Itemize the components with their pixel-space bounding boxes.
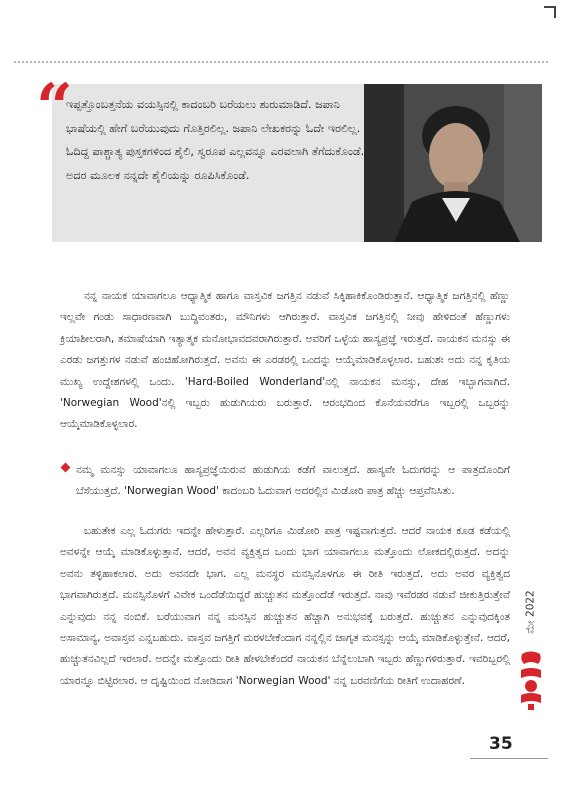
page-number-rule	[470, 758, 548, 759]
crop-corner-mark	[544, 6, 556, 18]
body-paragraph-3: ಬಹುತೇಕ ಎಲ್ಲ ಓದುಗರು ಇದನ್ನೇ ಹೇಳುತ್ತಾರೆ. ಎಲ್ಲರಿಗೂ ಮಿಡೋರಿ ಪಾತ್ರ ಇಷ್ಟವಾಗುತ್ತದೆ. ಆದರೆ ನಾಯಕ ಕೂಡ ಕಡೆಯಲ್ಲಿ ಅವಳನ್ನೇ ಆಯ್ಕೆ ಮಾಡಿಕೊಳ್ಳುತ್ತಾನೆ. ಆದರೆ, ಅವನ ವ್ಯಕ್ತಿತ್ವದ ಒಂದು ಭಾಗ ಯಾವಾಗಲೂ ಮತ್ತೊಂದು ಲೋಕದಲ್ಲಿರುತ್ತದೆ. ಅದನ್ನು ಅವನು ತಳ್ಳಿಹಾಕಲಾರ. ಅದು ಅವನದೇ ಭಾಗ. ಎಲ್ಲ ಮನಸ್ಥರ ಮನಸ್ಸಿನೊಳಗೂ ಈ ರೀತಿ ಇರುತ್ತದೆ. ಅದು ಅವರ ವ್ಯಕ್ತಿತ್ವದ ಭಾಗವಾಗಿರುತ್ತದೆ. ಮನಸ್ಸಿನೊಳಗೆ ವಿವೇಕ ಒಂದೆಡೆಯಿದ್ದರೆ ಹುಚ್ಚುತನ ಮತ್ತೊಂದೆಡೆ ಇರುತ್ತದೆ. ನಾವು ಇವೆರಡರ ನಡುವೆ ಜೀಕುತ್ತಿರುತ್ತೇವೆ ಎನ್ನುವುದು ನನ್ನ ನಂಬಿಕೆ. ಬರೆಯುವಾಗ ನನ್ನ ಮನಸ್ಸಿನ ಹುಚ್ಚುತನ ಹೆಚ್ಚಾಗಿ ಅನುಭವಕ್ಕೆ ಬರುತ್ತದೆ. ಹುಚ್ಚುತನ ಎನ್ನುವುದಕ್ಕಿಂತ ಅಸಾಮಾನ್ಯ, ಅವಾಸ್ತವ ಎನ್ನಬಹುದು. ವಾಸ್ತವ ಜಗತ್ತಿಗೆ ಮರಳಬೇಕೆಂದಾಗ ನನ್ನಲ್ಲಿನ ಜಾಗೃತ ಮನಸ್ಸನ್ನು ಆಯ್ಕೆ ಮಾಡಿಕೊಳ್ಳುತ್ತೇನೆ. ಆದರೆ, ಹುಚ್ಚುತನವಿಲ್ಲದೆ ಇರಲಾರೆ. ಅದನ್ನೇ ಮತ್ತೊಂದು ರೀತಿ ಹೇಳಬೇಕೆಂದರೆ ನಾಯಕನ ಬೆನ್ನೆಲುಬಾಗಿ ಇಬ್ಬರು ಹೆಣ್ಣುಗಳಿರುತ್ತಾರೆ. ಇವರಿಬ್ಬರಲ್ಲಿ ಯಾರನ್ನೂ ಬಿಟ್ಟಿರಲಾರ. ಆ ದೃಷ್ಟಿಯಿಂದ ನೋಡಿದಾಗ 'Norwegian Wood' ನನ್ನ ಬರವಣಿಗೆಯ ರೀತಿಗೆ ಉದಾಹರಣೆ.	[60, 525, 510, 687]
page-number: 35	[489, 734, 513, 754]
highlight-question-paragraph: ನಮ್ಮ ಮನಸ್ಸು ಯಾವಾಗಲೂ ಹಾಸ್ಯಪ್ರಜ್ಞೆಯಿರುವ ಹುಡುಗಿಯ ಕಡೆಗೆ ವಾಲುತ್ತದೆ. ಹಾಸ್ಯವೇ ಓದುಗರನ್ನು ಆ ಪಾತ್ರದೊಂದಿಗೆ ಬೆಸೆಯುತ್ತದೆ. 'Norwegian Wood' ಕಾದಂಬರಿ ಓದುವಾಗ ಅದರಲ್ಲಿನ ಮಿಡೋರಿ ಪಾತ್ರ ಹೆಚ್ಚು ಆಪ್ತವೆನಿಸಿತು.	[76, 464, 510, 498]
magazine-logo	[516, 648, 546, 712]
quote-mark-icon: “	[36, 70, 73, 145]
author-photo	[364, 84, 542, 242]
bullet-diamond-icon	[61, 463, 71, 473]
issue-date: ಮೇ 2022	[524, 590, 537, 634]
top-dotted-rule	[14, 61, 548, 63]
body-paragraph-1: ನನ್ನ ನಾಯಕ ಯಾವಾಗಲೂ ಆಧ್ಯಾತ್ಮಿಕ ಹಾಗೂ ವಾಸ್ತವಿಕ ಜಗತ್ತಿನ ನಡುವೆ ಸಿಕ್ಕಿಹಾಕಿಕೊಂಡಿರುತ್ತಾನೆ. ಆಧ್ಯಾತ್ಮಿಕ ಜಗತ್ತಿನಲ್ಲಿ ಹೆಣ್ಣು ಇಲ್ಲವೇ ಗಂಡು ಸಾಧಾರಣವಾಗಿ ಬುದ್ಧಿವಂತರು, ಮೌನಿಗಳು ಆಗಿರುತ್ತಾರೆ. ವಾಸ್ತವಿಕ ಜಗತ್ತಿನಲ್ಲಿ ನೀವು ಹೇಳಿದಂತೆ ಹೆಣ್ಣುಗಳು ಕ್ರಿಯಾಶೀಲರಾಗಿ, ತಮಾಷೆಯಾಗಿ ಇತ್ಯಾತ್ಮಕ ಮನೋಭಾವದವರಾಗಿರುತ್ತಾರೆ. ಅವರಿಗೆ ಒಳ್ಳೆಯ ಹಾಸ್ಯಪ್ರಜ್ಞೆ ಇರುತ್ತದೆ. ನಾಯಕನ ಮನಸ್ಸು ಈ ಎರಡು ಜಗತ್ತುಗಳ ನಡುವೆ ಹಂಚಿಹೋಗಿರುತ್ತದೆ. ಅವನು ಈ ಎರಡರಲ್ಲಿ ಒಂದನ್ನು ಆಯ್ಕೆಮಾಡಿಕೊಳ್ಳಲಾರ. ಬಹುಶಃ ಅದು ನನ್ನ ಕೃತಿಯ ಮುಖ್ಯ ಉದ್ದೇಶಗಳಲ್ಲಿ ಒಂದು. 'Hard-Boiled Wonderland'ನಲ್ಲಿ ನಾಯಕನ ಮನಸ್ಸು, ದೇಹ ಇಬ್ಭಾಗವಾಗಿದೆ. 'Norwegian Wood'ನಲ್ಲಿ ಇಬ್ಬರು ಹುಡುಗಿಯರು ಬರುತ್ತಾರೆ. ಆರಂಭದಿಂದ ಕೊನೆಯವರೆಗೂ ಇಬ್ಬರಲ್ಲಿ ಒಬ್ಬರನ್ನು ಆಯ್ಕೆಮಾಡಿಕೊಳ್ಳಲಾರ.	[60, 290, 510, 431]
pull-quote-text: ಇಪ್ಪತ್ತೊಂಬತ್ತನೆಯ ವಯಸ್ಸಿನಲ್ಲಿ ಕಾದಂಬರಿ ಬರೆಯಲು ಶುರುಮಾಡಿದೆ. ಜಪಾನಿ ಭಾಷೆಯಲ್ಲಿ ಹೇಗೆ ಬರೆಯುವುದು ಗೊತ್ತಿರಲಿಲ್ಲ. ಜಪಾನಿ ಲೇಖಕರನ್ನು ಓದೇ ಇರಲಿಲ್ಲ. ಓದಿದ್ದ ಪಾಶ್ಚಾತ್ಯ ಪುಸ್ತಕಗಳಿಂದ ಶೈಲಿ, ಸ್ವರೂಪ ಎಲ್ಲವನ್ನೂ ಎರವಲಾಗಿ ತೆಗೆದುಕೊಂಡೆ. ಅದರ ಮೂಲಕ ನನ್ನದೇ ಶೈಲಿಯನ್ನು ರೂಪಿಸಿಕೊಂಡೆ.	[66, 98, 365, 182]
